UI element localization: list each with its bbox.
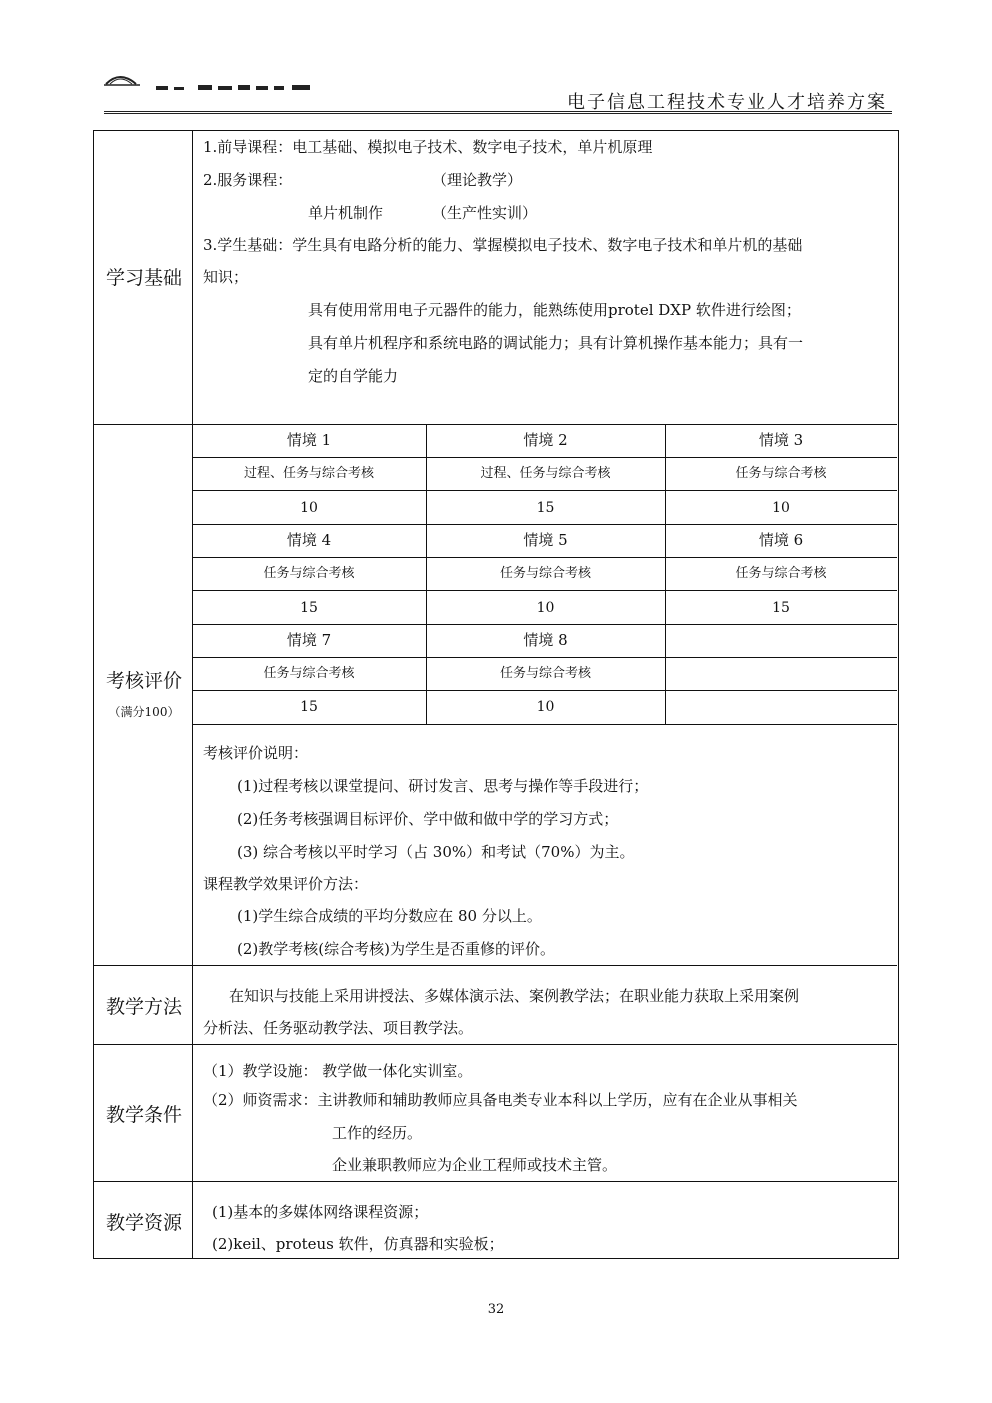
grid-line: [192, 724, 897, 725]
foundation-line: 单片机制作: [308, 204, 384, 222]
section-label-resources: 教学资源: [105, 1212, 182, 1234]
foundation-line: 3.学生基础：学生具有电路分析的能力、掌握模拟电子技术、数字电子技术和单片机的基础: [203, 236, 803, 254]
grid-cell: 10: [536, 600, 555, 616]
section-divider: [94, 1181, 897, 1182]
methods-line: 在知识与技能上采用讲授法、多媒体演示法、案例教学法；在职业能力获取上采用案例: [229, 987, 800, 1005]
foundation-line: （生产性实训）: [432, 204, 538, 222]
conditions-line: 工作的经历。: [332, 1124, 423, 1142]
section-label-foundation: 学习基础: [105, 267, 182, 289]
course-table: [93, 130, 899, 1259]
foundation-line: （理论教学）: [432, 171, 523, 189]
conditions-line: （1）教学设施： 教学做一体化实训室。: [203, 1062, 473, 1080]
assessment-note: 课程教学效果评价方法：: [203, 875, 369, 893]
grid-cell: 情境 2: [523, 431, 568, 449]
resources-line: (1)基本的多媒体网络课程资源；: [212, 1203, 429, 1221]
label-column-divider: [192, 131, 193, 1258]
grid-cell: 情境 7: [286, 631, 332, 649]
grid-cell: 10: [536, 699, 555, 715]
grid-cell: 过程、任务与综合考核: [243, 466, 374, 481]
grid-cell: 任务与综合考核: [735, 566, 827, 581]
grid-cell: 情境 4: [286, 531, 332, 549]
grid-cell: 情境 1: [286, 431, 332, 449]
header-rule: [104, 111, 892, 114]
grid-cell: 情境 3: [758, 431, 804, 449]
grid-cell: 情境 6: [758, 531, 804, 549]
grid-cell: 过程、任务与综合考核: [480, 466, 611, 481]
grid-cell: 情境 8: [523, 631, 568, 649]
grid-line: [192, 624, 897, 625]
foundation-line: 2.服务课程：: [203, 171, 293, 189]
section-label-conditions: 教学条件: [105, 1104, 182, 1126]
grid-cell: 10: [772, 500, 790, 516]
grid-cell: 情境 5: [523, 531, 568, 549]
section-divider: [94, 965, 897, 966]
section-divider: [94, 424, 897, 425]
section-divider: [94, 1044, 897, 1045]
foundation-line: 具有单片机程序和系统电路的调试能力；具有计算机操作基本能力；具有一: [308, 334, 804, 352]
assessment-note: 考核评价说明：: [203, 744, 309, 762]
grid-line: [192, 457, 897, 458]
assessment-note: (2)教学考核(综合考核)为学生是否重修的评价。: [237, 940, 555, 958]
grid-line: [192, 590, 897, 591]
page-number: 32: [487, 1302, 505, 1317]
grid-cell: 任务与综合考核: [263, 566, 355, 581]
grid-cell: 任务与综合考核: [263, 666, 355, 681]
resources-line: (2)keil、proteus 软件，仿真器和实验板；: [212, 1235, 504, 1253]
grid-cell: 任务与综合考核: [499, 566, 591, 581]
conditions-line: （2）师资需求：主讲教师和辅助教师应具备电类专业本科以上学历，应有在企业从事相关: [203, 1091, 798, 1109]
foundation-line: 定的自学能力: [308, 367, 399, 385]
grid-cell: 15: [300, 699, 318, 715]
foundation-line: 知识；: [203, 268, 249, 286]
grid-line: [192, 557, 897, 558]
grid-cell: 任务与综合考核: [499, 666, 591, 681]
grid-cell: 10: [300, 500, 318, 516]
foundation-line: 1.前导课程：电工基础、模拟电子技术、数字电子技术，单片机原理: [203, 138, 653, 156]
assessment-note: (1)学生综合成绩的平均分数应在 80 分以上。: [237, 907, 542, 925]
assessment-note: (3) 综合考核以平时学习（占 30%）和考试（70%）为主。: [237, 843, 635, 861]
assessment-note: (1)过程考核以课堂提问、研讨发言、思考与操作等手段进行；: [237, 777, 649, 795]
document-title: 电子信息工程技术专业人才培养方案: [567, 92, 887, 113]
grid-line: [192, 657, 897, 658]
grid-line: [192, 490, 897, 491]
grid-line: [192, 524, 897, 525]
school-logo: [104, 68, 319, 96]
conditions-line: 企业兼职教师应为企业工程师或技术主管。: [332, 1156, 618, 1174]
grid-cell: 15: [536, 500, 555, 516]
methods-line: 分析法、任务驱动教学法、项目教学法。: [203, 1019, 474, 1037]
section-label-methods: 教学方法: [105, 996, 182, 1018]
section-label-assessment: 考核评价: [105, 670, 182, 692]
grid-line: [192, 690, 897, 691]
assessment-note: (2)任务考核强调目标评价、学中做和做中学的学习方式；: [237, 810, 619, 828]
grid-cell: 15: [772, 600, 790, 616]
grid-cell: 任务与综合考核: [735, 466, 827, 481]
section-sublabel-assessment: （满分100）: [108, 705, 180, 719]
foundation-line: 具有使用常用电子元器件的能力，能熟练使用protel DXP 软件进行绘图；: [308, 301, 801, 319]
grid-cell: 15: [300, 600, 318, 616]
